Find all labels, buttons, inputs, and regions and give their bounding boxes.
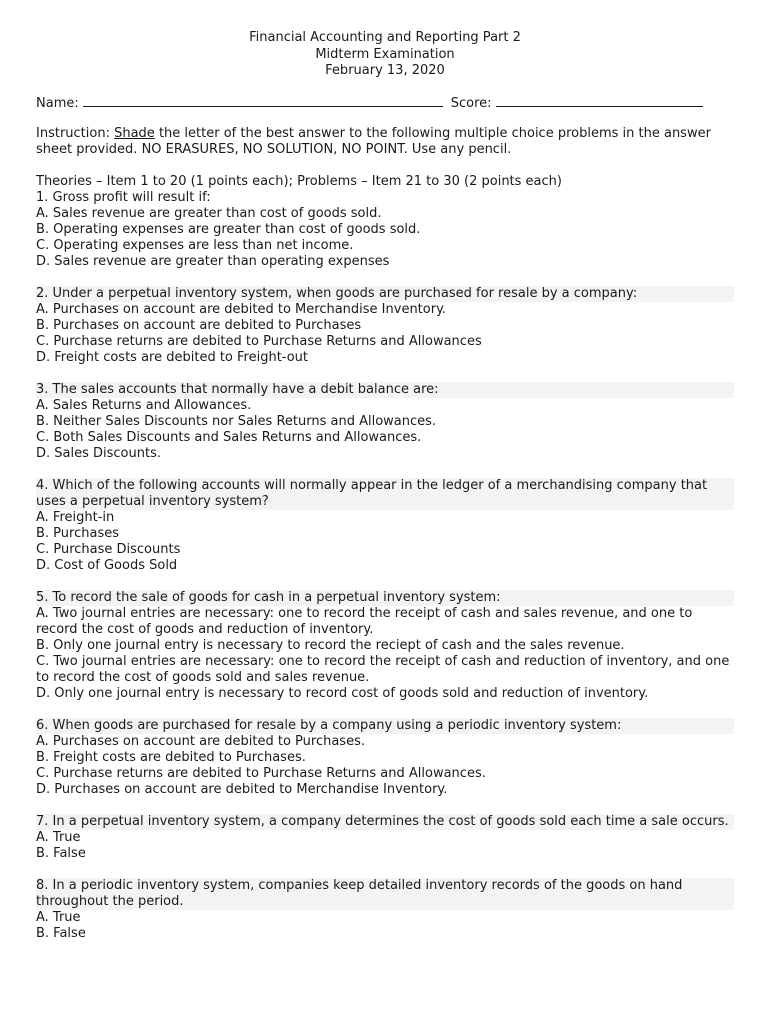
answer-option: D. Freight costs are debited to Freight-out	[36, 349, 309, 365]
question-item	[36, 590, 734, 702]
answer-option: B. Purchases	[36, 525, 119, 541]
question-list	[36, 190, 734, 942]
question-item	[36, 814, 734, 862]
answer-option: A. Two journal entries are necessary: one to record the receipt of cash and sales revenue, and one to record the cost of goods and reduction of inventory.	[36, 605, 697, 637]
answer-option: B. Neither Sales Discounts nor Sales Returns and Allowances.	[36, 413, 437, 429]
instruction-text: the letter of the best answer to the following multiple choice problems in the answer sheet provided. NO ERASURES, NO SOLUTION, NO POINT. Use any pencil.	[36, 125, 711, 157]
instruction-paragraph	[36, 126, 734, 158]
answer-option: C. Operating expenses are less than net income.	[36, 237, 354, 253]
course-title: Financial Accounting and Reporting Part 2	[249, 30, 521, 45]
answer-option: A. Purchases on account are debited to Merchandise Inventory.	[36, 301, 447, 317]
answer-option: B. Purchases on account are debited to Purchases	[36, 317, 362, 333]
score-label: Score:	[450, 95, 492, 111]
instruction-underlined-word: Shade	[114, 125, 155, 141]
answer-option: D. Sales Discounts.	[36, 445, 161, 461]
name-field[interactable]	[83, 94, 443, 107]
question-item	[36, 478, 734, 574]
answer-option: A. True	[36, 829, 81, 845]
exam-date: February 13, 2020	[325, 63, 445, 78]
name-label: Name:	[36, 95, 79, 111]
scoring-line: Theories – Item 1 to 20 (1 points each); Problems – Item 21 to 30 (2 points each)	[36, 173, 562, 189]
question-stem: 7. In a perpetual inventory system, a company determines the cost of goods sold each time a sale occurs.	[36, 814, 734, 830]
answer-option: D. Purchases on account are debited to Merchandise Inventory.	[36, 781, 448, 797]
exam-page	[36, 30, 734, 958]
answer-option: A. Sales revenue are greater than cost of goods sold.	[36, 205, 382, 221]
question-stem: 4. Which of the following accounts will normally appear in the ledger of a merchandising company that uses a perpetual inventory system?	[36, 478, 734, 510]
answer-option: D. Sales revenue are greater than operating expenses	[36, 253, 390, 269]
answer-option: C. Two journal entries are necessary: one to record the receipt of cash and reduction of inventory, and one to record the cost of goods sold and sales revenue.	[36, 653, 734, 685]
answer-option: B. Operating expenses are greater than cost of goods sold.	[36, 221, 421, 237]
answer-option: A. Purchases on account are debited to Purchases.	[36, 733, 365, 749]
name-score-line	[36, 94, 734, 112]
exam-header	[36, 30, 734, 80]
question-item	[36, 286, 734, 366]
question-stem: 5. To record the sale of goods for cash in a perpetual inventory system:	[36, 590, 734, 606]
question-item	[36, 382, 734, 462]
answer-option: A. Freight-in	[36, 509, 115, 525]
answer-option: A. Sales Returns and Allowances.	[36, 397, 252, 413]
question-stem: 1. Gross profit will result if:	[36, 189, 211, 205]
answer-option: C. Purchase returns are debited to Purchase Returns and Allowances	[36, 333, 482, 349]
score-field[interactable]	[496, 94, 703, 107]
answer-option: C. Purchase Discounts	[36, 541, 181, 557]
answer-option: D. Only one journal entry is necessary to record cost of goods sold and reduction of inventory.	[36, 685, 649, 701]
question-stem: 6. When goods are purchased for resale by a company using a periodic inventory system:	[36, 718, 734, 734]
question-item	[36, 878, 734, 942]
instruction-lead: Instruction:	[36, 125, 115, 141]
answer-option: B. Freight costs are debited to Purchases.	[36, 749, 306, 765]
answer-option: B. Only one journal entry is necessary to record the reciept of cash and the sales revenue.	[36, 637, 625, 653]
answer-option: A. True	[36, 909, 81, 925]
question-item	[36, 190, 734, 270]
question-item	[36, 718, 734, 798]
question-stem: 8. In a periodic inventory system, companies keep detailed inventory records of the goods on hand throughout the period.	[36, 878, 734, 910]
exam-title: Midterm Examination	[315, 46, 455, 62]
question-stem: 3. The sales accounts that normally have a debit balance are:	[36, 382, 734, 398]
answer-option: B. False	[36, 925, 86, 941]
answer-option: C. Both Sales Discounts and Sales Returns and Allowances.	[36, 429, 422, 445]
question-stem: 2. Under a perpetual inventory system, when goods are purchased for resale by a company:	[36, 286, 734, 302]
answer-option: C. Purchase returns are debited to Purchase Returns and Allowances.	[36, 765, 486, 781]
answer-option: B. False	[36, 845, 86, 861]
answer-option: D. Cost of Goods Sold	[36, 557, 178, 573]
